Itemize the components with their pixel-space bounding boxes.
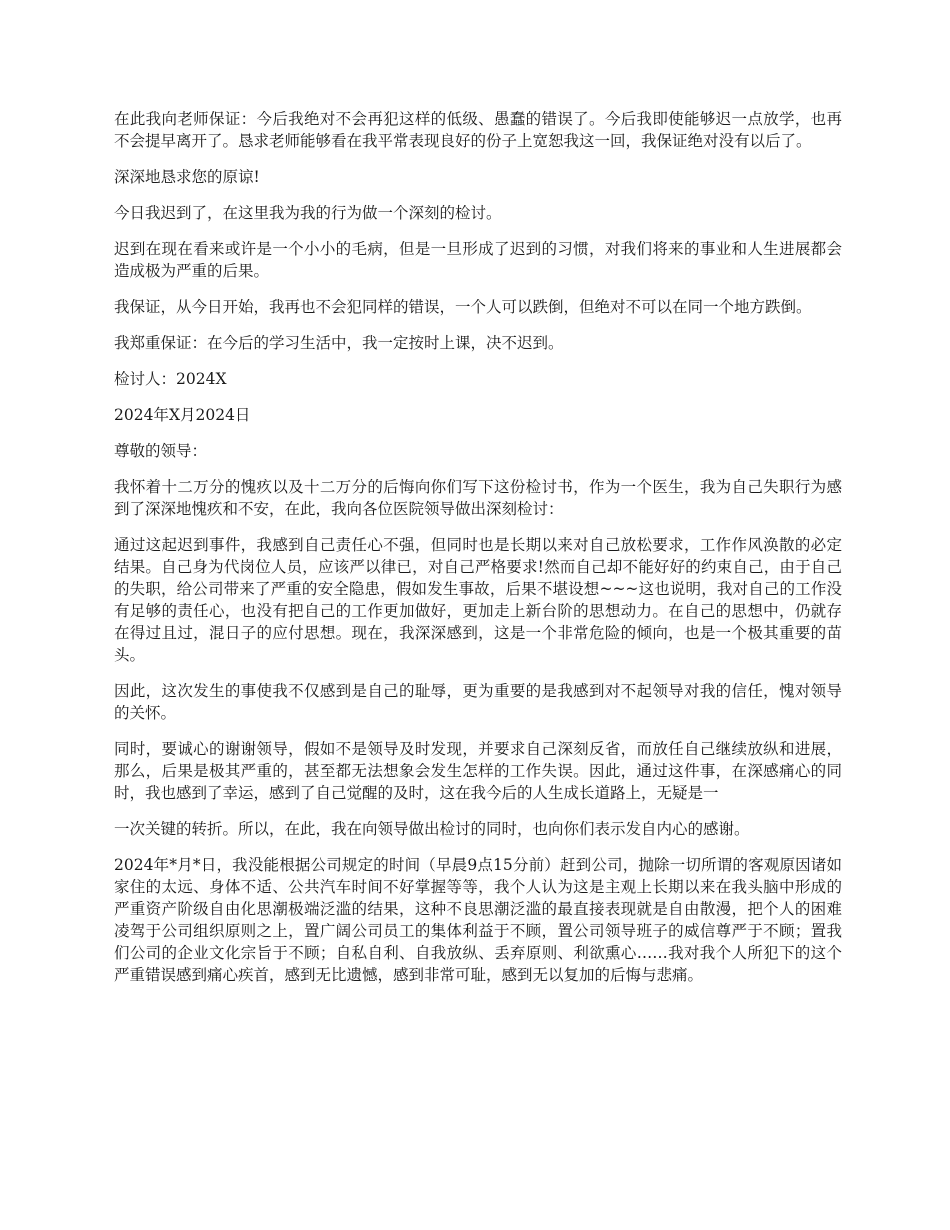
paragraph-solemn-guarantee: 我郑重保证：在今后的学习生活中，我一定按时上课，决不迟到。 xyxy=(114,334,564,352)
paragraph-late-incident: 2024年*月*日，我没能根据公司规定的时间（早晨9点15分前）赶到公司，抛除一切所谓的客观原因诸如家住的太远、身体不适、公共汽车时间不好掌握等等，我个人认为这是主观上长期以来在我头脑中形成的严重资产阶级自由化思潮极端泛滥的结果，这种不良思潮泛滥的最直接表现就是自由散漫，把个人的困难凌驾于公司组织原则之上，置广阔公司员工的集体利益于不顾，置公司领导班子的威信尊严于不顾；置我们公司的企业文化宗旨于不顾；自私自利、自我放纵、丢弃原则、利欲熏心……我对我个人所犯下的这个严重错误感到痛心疾首，感到无比遗憾，感到非常可耻，感到无以复加的后悔与悲痛。 xyxy=(114,856,842,984)
signature-line: 检讨人：2024X xyxy=(114,370,227,388)
date-line: 2024年X月2024日 xyxy=(114,406,251,424)
paragraph-remorse: 我怀着十二万分的愧疚以及十二万分的后悔向你们写下这份检讨书，作为一个医生，我为自己失职行为感到了深深地愧疚和不安，在此，我向各位医院领导做出深刻检讨： xyxy=(114,478,842,518)
paragraph-shame: 因此，这次发生的事使我不仅感到是自己的耻辱，更为重要的是我感到对不起领导对我的信任，愧对领导的关怀。 xyxy=(114,682,842,722)
paragraph-guarantee-teacher: 在此我向老师保证：今后我绝对不会再犯这样的低级、愚蠢的错误了。今后我即使能够迟一点放学，也再不会提早离开了。恳求老师能够看在我平常表现良好的份子上宽恕我这一回，我保证绝对没有以后了。 xyxy=(114,110,842,150)
paragraph-turning-point: 一次关键的转折。所以，在此，我在向领导做出检讨的同时，也向你们表示发自内心的感谢。 xyxy=(114,820,750,838)
paragraph-plea: 深深地恳求您的原谅! xyxy=(114,168,260,186)
paragraph-late-habit: 迟到在现在看来或许是一个小小的毛病，但是一旦形成了迟到的习惯，对我们将来的事业和人生进展都会造成极为严重的后果。 xyxy=(114,240,842,280)
paragraph-promise: 我保证，从今日开始，我再也不会犯同样的错误，一个人可以跌倒，但绝对不可以在同一个地方跌倒。 xyxy=(114,298,812,316)
paragraph-late-today: 今日我迟到了，在这里我为我的行为做一个深刻的检讨。 xyxy=(114,204,502,222)
document-body xyxy=(114,108,842,1000)
paragraph-reflection: 通过这起迟到事件，我感到自己责任心不强，但同时也是长期以来对自己放松要求，工作作风涣散的必定结果。自己身为代岗位人员，应该严以律已，对自己严格要求!然而自己却不能好好的约束自己，由于自己的失职，给公司带来了严重的安全隐患，假如发生事故，后果不堪设想~~~这也说明，我对自己的工作没有足够的责任心，也没有把自己的工作更加做好，更加走上新台阶的思想动力。在自己的思想中，仍就存在得过且过，混日子的应付思想。现在，我深深感到，这是一个非常危险的倾向，也是一个极其重要的苗头。 xyxy=(114,536,842,664)
salutation: 尊敬的领导： xyxy=(114,442,208,460)
paragraph-thanks-leader: 同时，要诚心的谢谢领导，假如不是领导及时发现，并要求自己深刻反省，而放任自己继续放纵和进展，那么，后果是极其严重的，甚至都无法想象会发生怎样的工作失误。因此，通过这件事，在深感痛心的同时，我也感到了幸运，感到了自己觉醒的及时，这在我今后的人生成长道路上，无疑是一 xyxy=(114,740,842,802)
